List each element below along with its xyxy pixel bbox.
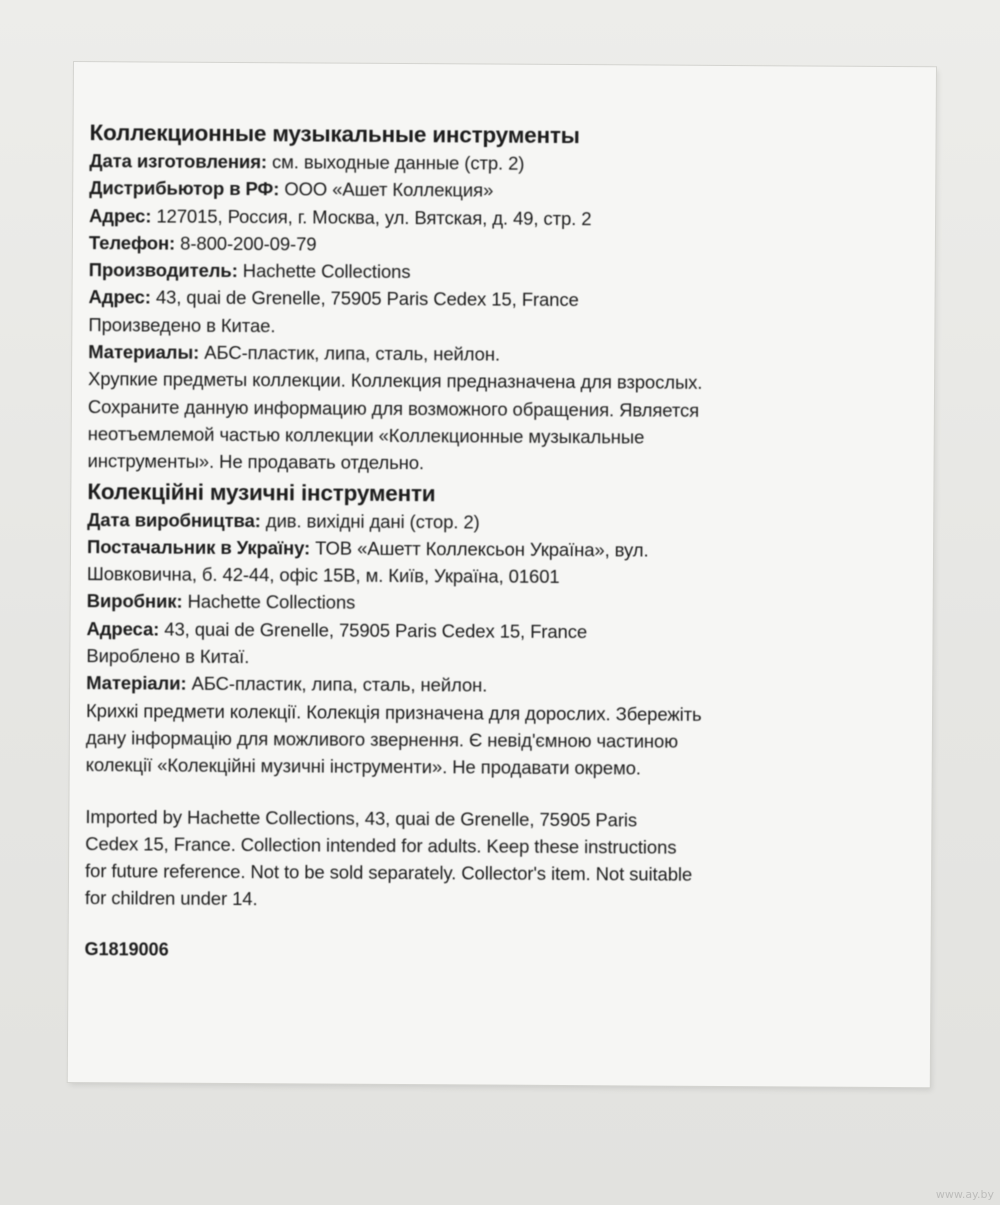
- ru-notice-line: инструменты». Не продавать отдельно.: [87, 450, 425, 474]
- en-notice-line: for children under 14.: [84, 887, 258, 910]
- ua-supplier-label: Постачальник в Україну:: [86, 535, 311, 559]
- en-notice-line: Imported by Hachette Collections, 43, quai de Grenelle, 75905 Paris: [85, 805, 638, 830]
- ru-materials-label: Материалы:: [88, 341, 200, 363]
- ua-materials-value: АБС-пластик, липа, сталь, нейлон.: [186, 673, 488, 696]
- ua-supplier-address: Шовковична, б. 42-44, офіс 15В, м. Київ, Україна, 01601: [86, 563, 560, 588]
- site-watermark: www.ay.by: [935, 1188, 994, 1201]
- ru-date-label: Дата изготовления:: [89, 150, 268, 173]
- ua-notice-line: колекції «Колекційні музичні інструменти». Не продавати окремо.: [85, 754, 641, 779]
- ua-materials-label: Матеріали:: [86, 672, 187, 695]
- ua-manufacturer-value: Hachette Collections: [182, 591, 356, 614]
- ru-materials-value: АБС-пластик, липа, сталь, нейлон.: [199, 341, 501, 365]
- ru-notice-line: Хрупкие предметы коллекции. Коллекция предназначена для взрослых.: [87, 368, 703, 394]
- ua-notice-line: Крихкі предмети колекції. Колекція призначена для дорослих. Збережіть: [85, 699, 702, 725]
- ua-address-label: Адреса:: [86, 617, 160, 640]
- product-label: [68, 62, 936, 1087]
- ru-phone-value: 8-800-200-09-79: [175, 232, 317, 255]
- ua-made-in: Вироблено в Китаї.: [86, 645, 250, 668]
- ru-manufacturer-label: Производитель:: [88, 259, 238, 282]
- ua-address-value: 43, quai de Grenelle, 75905 Paris Cedex 15, France: [159, 618, 588, 642]
- ua-title: Колекційні музичні інструменти: [87, 478, 436, 506]
- ua-notice-line: дану інформацію для можливого звернення. Є невід'ємною частиною: [85, 727, 679, 752]
- ru-address-value: 127015, Россия, г. Москва, ул. Вятская, д. 49, стр. 2: [151, 205, 592, 229]
- ru-date-value: см. выходные данные (стр. 2): [266, 151, 525, 174]
- ru-mfr-address-label: Адрес:: [88, 286, 151, 308]
- ua-manufacturer-label: Виробник:: [86, 590, 183, 613]
- ru-made-in: Произведено в Китае.: [88, 313, 276, 337]
- ru-phone-label: Телефон:: [88, 231, 176, 254]
- en-notice-line: Cedex 15, France. Collection intended for adults. Keep these instructions: [85, 832, 677, 858]
- label-text: [84, 118, 909, 968]
- ru-address-label: Адрес:: [89, 204, 152, 227]
- product-code: G1819006: [84, 938, 169, 960]
- ua-date-value: див. вихідні дані (стор. 2): [260, 509, 480, 533]
- ua-date-label: Дата виробництва:: [87, 508, 261, 531]
- ua-supplier-value: ТОВ «Ашетт Коллексьон Україна», вул.: [310, 537, 649, 561]
- ru-distributor-value: ООО «Ашет Коллекция»: [279, 178, 494, 201]
- ru-notice-line: неотъемлемой частью коллекции «Коллекционные музыкальные: [87, 423, 645, 448]
- ru-notice-line: Сохраните данную информацию для возможного обращения. Является: [87, 395, 700, 421]
- en-notice-line: for future reference. Not to be sold separately. Collector's item. Not suitable: [84, 860, 693, 885]
- ru-title: Коллекционные музыкальные инструменты: [89, 120, 580, 149]
- ru-mfr-address-value: 43, quai de Grenelle, 75905 Paris Cedex 15, France: [150, 286, 579, 311]
- ru-distributor-label: Дистрибьютор в РФ:: [89, 177, 280, 200]
- ru-manufacturer-value: Hachette Collections: [237, 260, 411, 283]
